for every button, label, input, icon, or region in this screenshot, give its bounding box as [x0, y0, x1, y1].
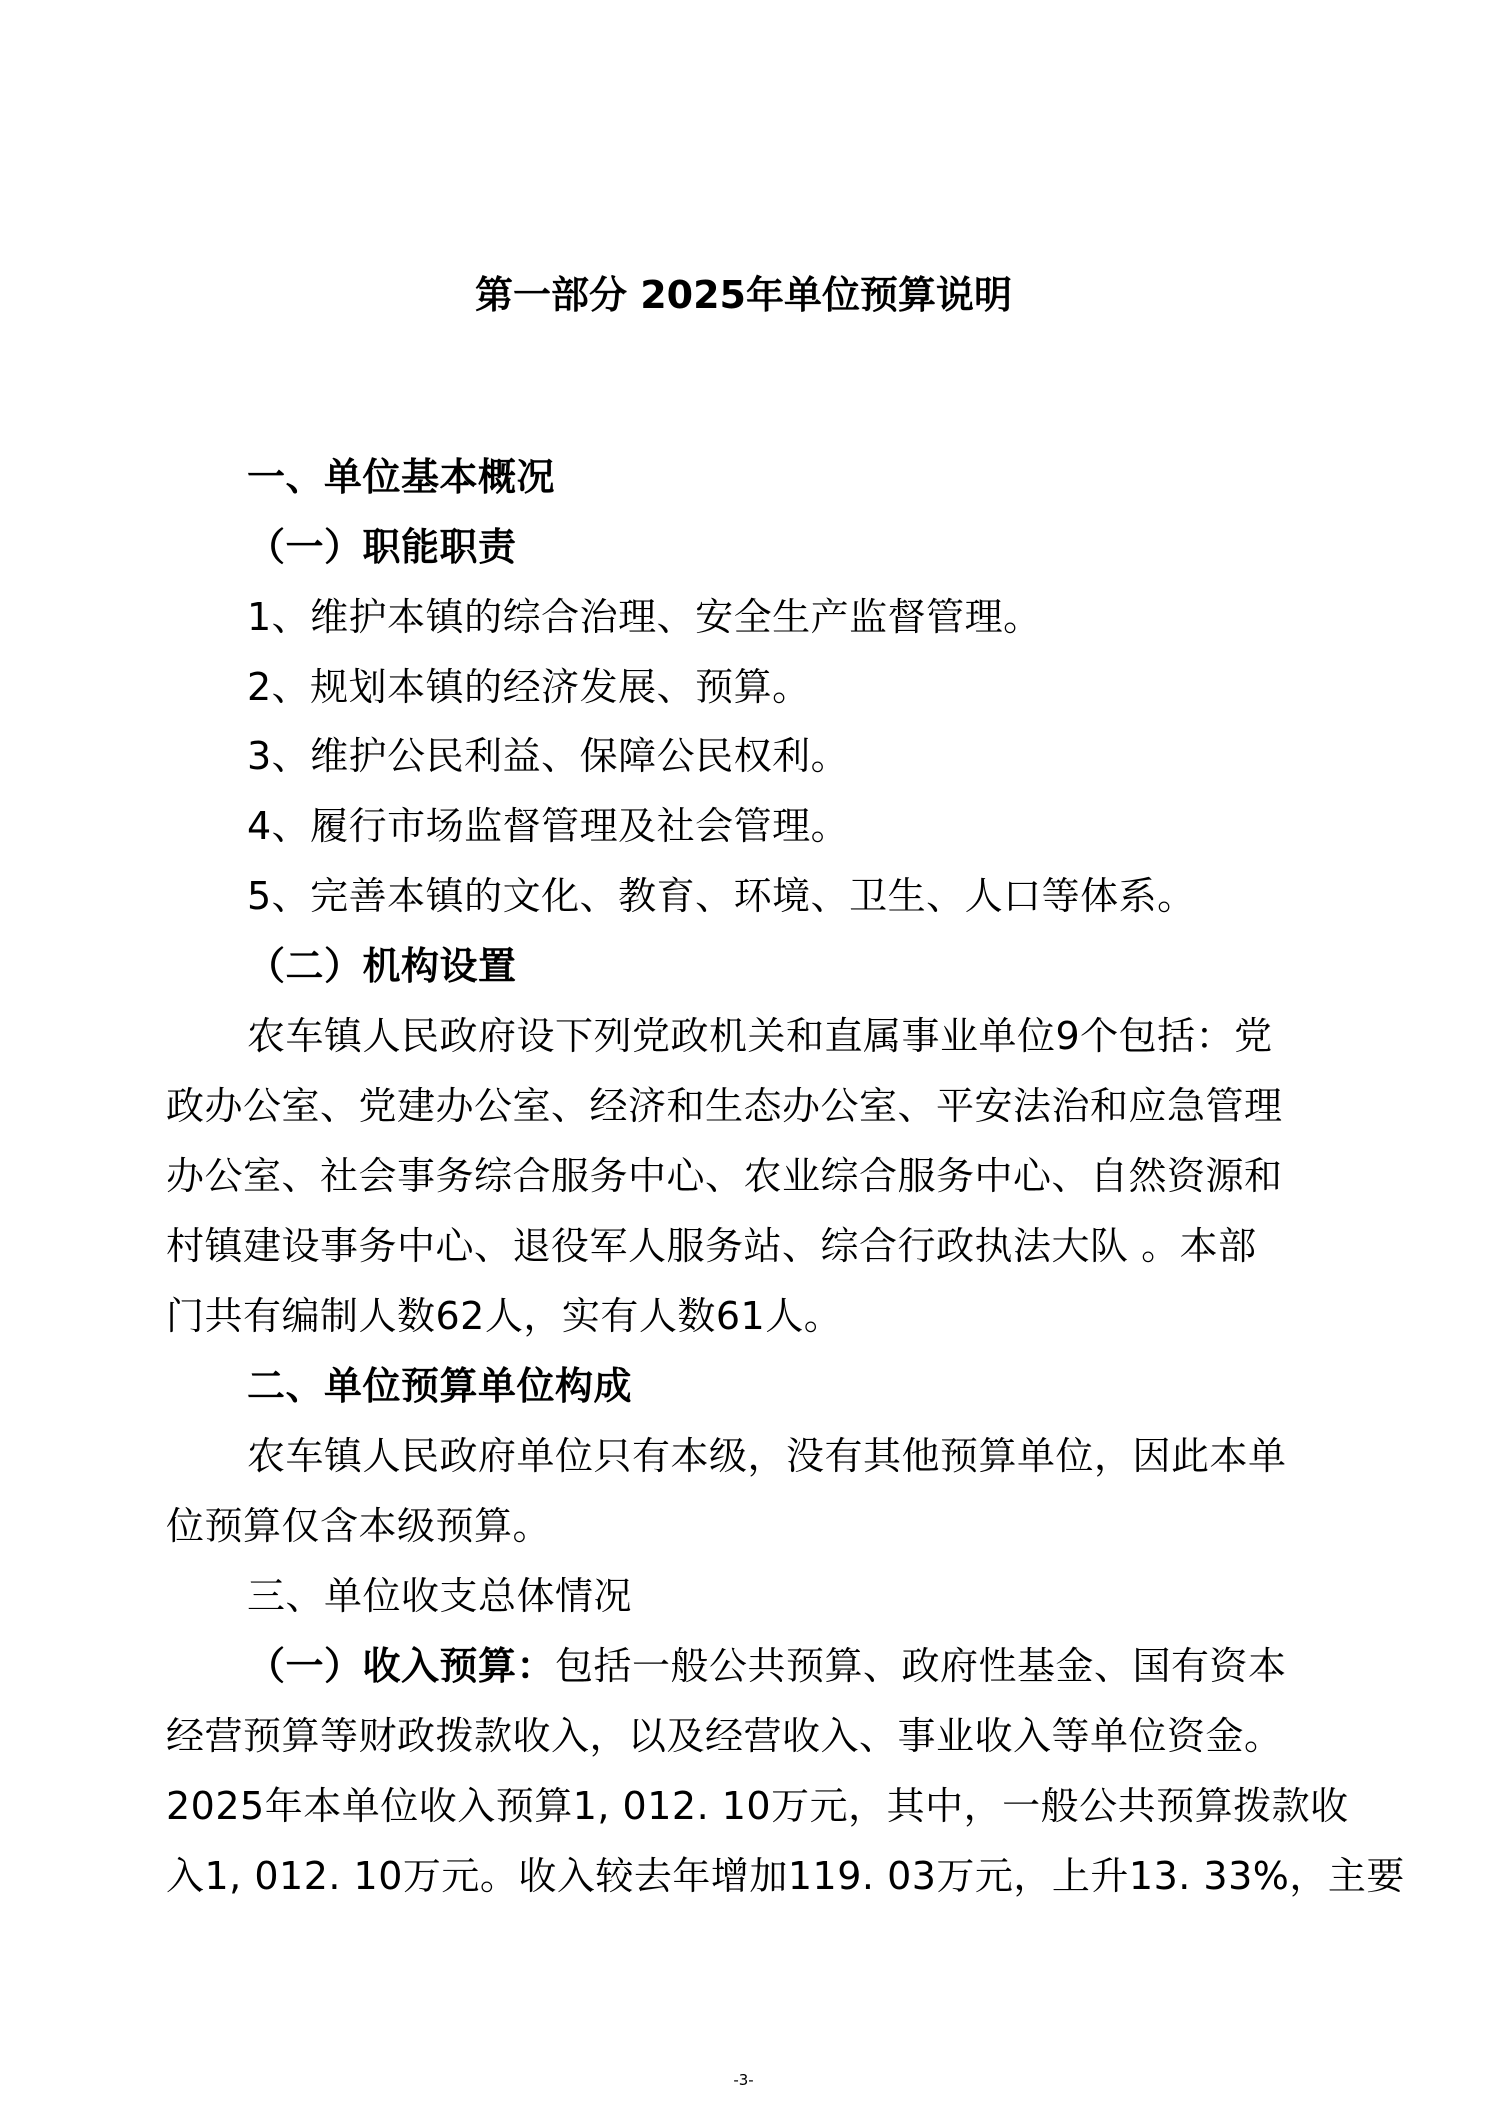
section-heading-2: 二、单位预算单位构成	[247, 1364, 633, 1408]
paragraph-line: 门共有编制人数62人，实有人数61人。	[166, 1294, 843, 1338]
paragraph-line: 村镇建设事务中心、退役军人服务站、综合行政执法大队 。本部	[166, 1224, 1257, 1268]
paragraph-line: 经营预算等财政拨款收入，以及经营收入、事业收入等单位资金。	[166, 1714, 1283, 1758]
page-number: -3-	[733, 2071, 754, 2089]
income-budget-label: （一）收入预算：	[247, 1644, 556, 1688]
paragraph-line: 2025年本单位收入预算1, 012. 10万元，其中，一般公共预算拨款收	[166, 1784, 1349, 1828]
paragraph-line: 位预算仅含本级预算。	[166, 1504, 552, 1548]
function-item-3: 3、维护公民利益、保障公民权利。	[247, 734, 850, 778]
section-heading-1: 一、单位基本概况	[247, 455, 556, 499]
function-item-5: 5、完善本镇的文化、教育、环境、卫生、人口等体系。	[247, 874, 1196, 918]
paragraph-line: 政办公室、党建办公室、经济和生态办公室、平安法治和应急管理	[166, 1084, 1283, 1128]
paragraph-line: 农车镇人民政府设下列党政机关和直属事业单位9个包括：党	[247, 1014, 1273, 1058]
paragraph-line: 入1, 012. 10万元。收入较去年增加119. 03万元，上升13. 33%，主要	[166, 1854, 1405, 1898]
paragraph-line: 农车镇人民政府单位只有本级，没有其他预算单位，因此本单	[247, 1434, 1287, 1478]
subsection-heading-functions: （一）职能职责	[247, 525, 517, 569]
income-budget-text: 包括一般公共预算、政府性基金、国有资本	[555, 1644, 1287, 1688]
function-item-1: 1、维护本镇的综合治理、安全生产监督管理。	[247, 595, 1042, 639]
paragraph-line: 办公室、社会事务综合服务中心、农业综合服务中心、自然资源和	[166, 1154, 1283, 1198]
income-budget-line	[247, 1643, 1287, 1689]
subsection-heading-organization: （二）机构设置	[247, 944, 517, 988]
function-item-4: 4、履行市场监督管理及社会管理。	[247, 804, 850, 848]
section-heading-3: 三、单位收支总体情况	[247, 1574, 633, 1618]
page-title: 第一部分 2025年单位预算说明	[475, 273, 1012, 317]
function-item-2: 2、规划本镇的经济发展、预算。	[247, 665, 811, 709]
